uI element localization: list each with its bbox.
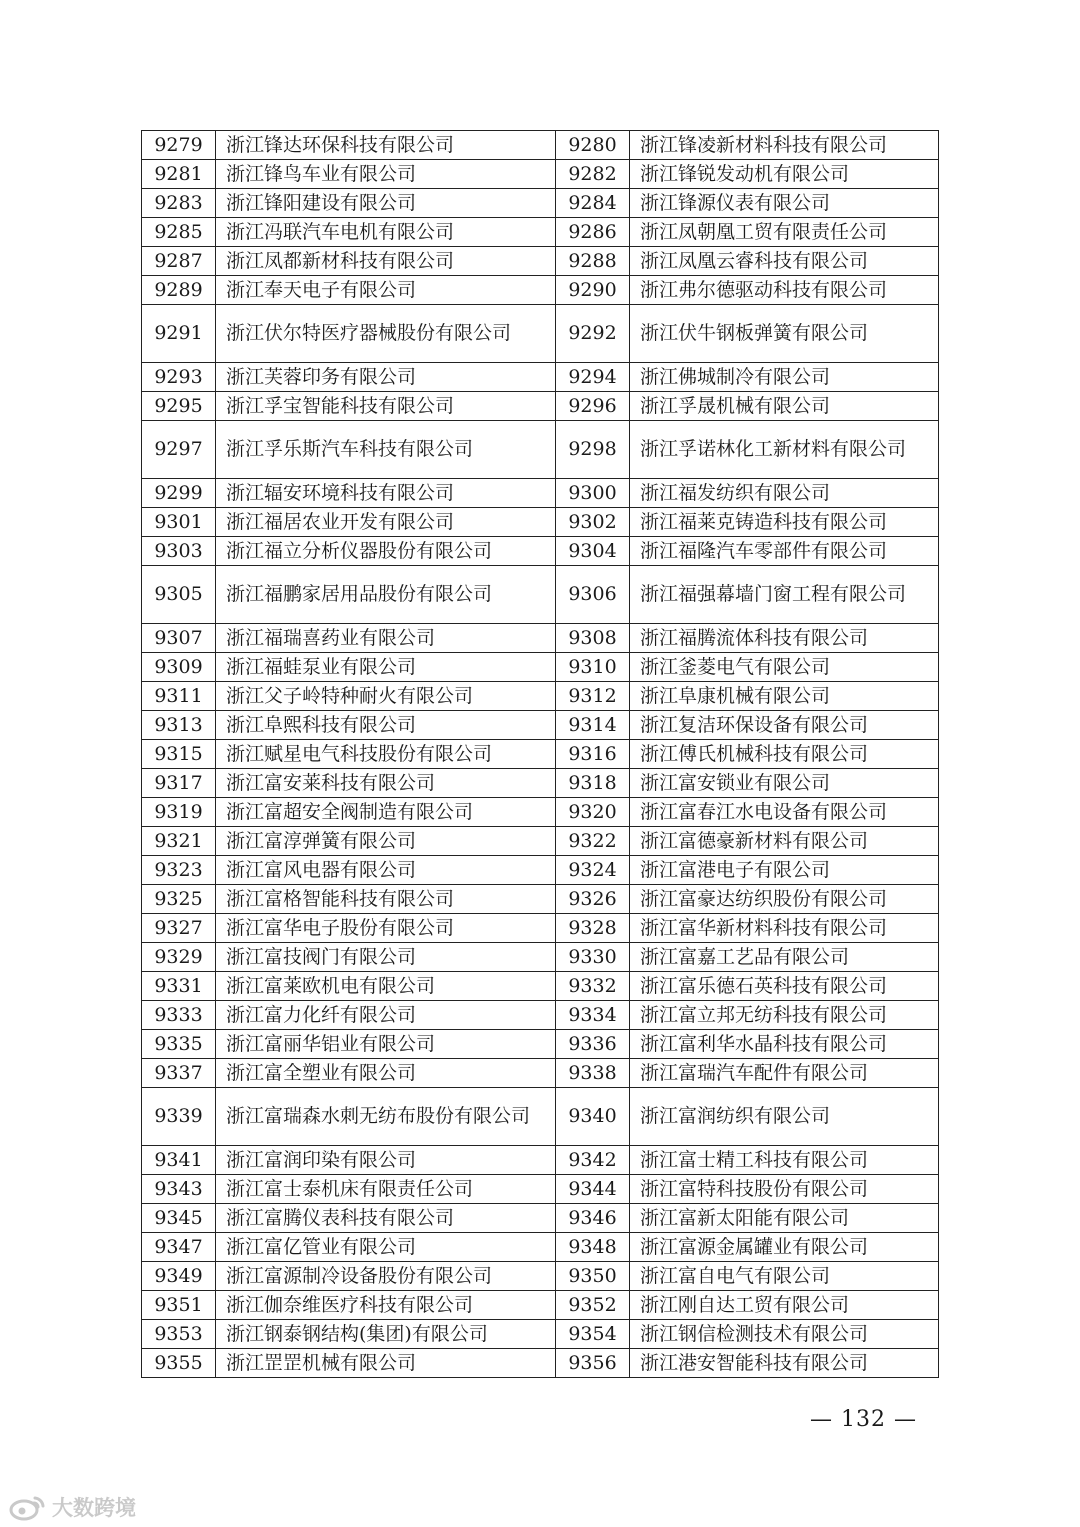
company-name-cell: 浙江富立邦无纺科技有限公司 — [630, 1001, 939, 1030]
row-number-cell: 9287 — [142, 247, 216, 276]
row-number-cell: 9335 — [142, 1030, 216, 1059]
table-row — [142, 1262, 939, 1291]
company-name-cell: 浙江富士精工科技有限公司 — [630, 1146, 939, 1175]
row-number-cell: 9316 — [556, 740, 630, 769]
table-row — [142, 1030, 939, 1059]
table-row — [142, 914, 939, 943]
company-name-cell: 浙江富全塑业有限公司 — [216, 1059, 556, 1088]
row-number-cell: 9336 — [556, 1030, 630, 1059]
company-name-cell: 浙江冯联汽车电机有限公司 — [216, 218, 556, 247]
row-number-cell: 9323 — [142, 856, 216, 885]
company-name-cell: 浙江富腾仪表科技有限公司 — [216, 1204, 556, 1233]
row-number-cell: 9290 — [556, 276, 630, 305]
table-row — [142, 653, 939, 682]
row-number-cell: 9306 — [556, 566, 630, 624]
table-row — [142, 624, 939, 653]
row-number-cell: 9299 — [142, 479, 216, 508]
row-number-cell: 9279 — [142, 131, 216, 160]
company-name-cell: 浙江富丽华铝业有限公司 — [216, 1030, 556, 1059]
company-name-cell: 浙江福莱克铸造科技有限公司 — [630, 508, 939, 537]
company-name-cell: 浙江佛城制冷有限公司 — [630, 363, 939, 392]
company-name-cell: 浙江富特科技股份有限公司 — [630, 1175, 939, 1204]
table-row — [142, 1175, 939, 1204]
company-list-table — [141, 130, 939, 1378]
row-number-cell: 9303 — [142, 537, 216, 566]
company-name-cell: 浙江富莱欧机电有限公司 — [216, 972, 556, 1001]
company-name-cell: 浙江釜菱电气有限公司 — [630, 653, 939, 682]
company-name-cell: 浙江福腾流体科技有限公司 — [630, 624, 939, 653]
company-name-cell: 浙江富格智能科技有限公司 — [216, 885, 556, 914]
row-number-cell: 9328 — [556, 914, 630, 943]
company-name-cell: 浙江富豪达纺织股份有限公司 — [630, 885, 939, 914]
row-number-cell: 9298 — [556, 421, 630, 479]
row-number-cell: 9317 — [142, 769, 216, 798]
company-name-cell: 浙江孚乐斯汽车科技有限公司 — [216, 421, 556, 479]
company-name-cell: 浙江富超安全阀制造有限公司 — [216, 798, 556, 827]
row-number-cell: 9313 — [142, 711, 216, 740]
row-number-cell: 9351 — [142, 1291, 216, 1320]
company-name-cell: 浙江奉天电子有限公司 — [216, 276, 556, 305]
row-number-cell: 9301 — [142, 508, 216, 537]
row-number-cell: 9337 — [142, 1059, 216, 1088]
company-name-cell: 浙江钢信检测技术有限公司 — [630, 1320, 939, 1349]
row-number-cell: 9280 — [556, 131, 630, 160]
company-name-cell: 浙江富德豪新材料有限公司 — [630, 827, 939, 856]
company-name-cell: 浙江父子岭特种耐火有限公司 — [216, 682, 556, 711]
row-number-cell: 9352 — [556, 1291, 630, 1320]
company-name-cell: 浙江锋凌新材料科技有限公司 — [630, 131, 939, 160]
company-name-cell: 浙江富乐德石英科技有限公司 — [630, 972, 939, 1001]
table-row — [142, 682, 939, 711]
company-name-cell: 浙江凤朝凰工贸有限责任公司 — [630, 218, 939, 247]
row-number-cell: 9327 — [142, 914, 216, 943]
table-row — [142, 711, 939, 740]
row-number-cell: 9318 — [556, 769, 630, 798]
company-name-cell: 浙江福立分析仪器股份有限公司 — [216, 537, 556, 566]
table-row — [142, 1233, 939, 1262]
row-number-cell: 9331 — [142, 972, 216, 1001]
company-name-cell: 浙江福瑞喜药业有限公司 — [216, 624, 556, 653]
company-name-cell: 浙江富利华水晶科技有限公司 — [630, 1030, 939, 1059]
table-row — [142, 798, 939, 827]
company-name-cell: 浙江刚自达工贸有限公司 — [630, 1291, 939, 1320]
row-number-cell: 9309 — [142, 653, 216, 682]
row-number-cell: 9319 — [142, 798, 216, 827]
table-row — [142, 276, 939, 305]
row-number-cell: 9332 — [556, 972, 630, 1001]
company-list-body — [142, 131, 939, 1378]
table-row — [142, 131, 939, 160]
table-row — [142, 943, 939, 972]
company-name-cell: 浙江锋鸟车业有限公司 — [216, 160, 556, 189]
company-name-cell: 浙江锋锐发动机有限公司 — [630, 160, 939, 189]
company-name-cell: 浙江港安智能科技有限公司 — [630, 1349, 939, 1378]
company-name-cell: 浙江罡罡机械有限公司 — [216, 1349, 556, 1378]
table-row — [142, 1204, 939, 1233]
watermark — [8, 1492, 136, 1522]
company-name-cell: 浙江富源金属罐业有限公司 — [630, 1233, 939, 1262]
company-name-cell: 浙江福居农业开发有限公司 — [216, 508, 556, 537]
company-name-cell: 浙江凤都新材科技有限公司 — [216, 247, 556, 276]
row-number-cell: 9334 — [556, 1001, 630, 1030]
row-number-cell: 9333 — [142, 1001, 216, 1030]
company-name-cell: 浙江钢泰钢结构(集团)有限公司 — [216, 1320, 556, 1349]
row-number-cell: 9350 — [556, 1262, 630, 1291]
row-number-cell: 9283 — [142, 189, 216, 218]
row-number-cell: 9310 — [556, 653, 630, 682]
row-number-cell: 9286 — [556, 218, 630, 247]
table-row — [142, 508, 939, 537]
row-number-cell: 9354 — [556, 1320, 630, 1349]
row-number-cell: 9324 — [556, 856, 630, 885]
row-number-cell: 9356 — [556, 1349, 630, 1378]
row-number-cell: 9308 — [556, 624, 630, 653]
row-number-cell: 9315 — [142, 740, 216, 769]
company-name-cell: 浙江富安莱科技有限公司 — [216, 769, 556, 798]
company-name-cell: 浙江富瑞森水刺无纺布股份有限公司 — [216, 1088, 556, 1146]
row-number-cell: 9291 — [142, 305, 216, 363]
row-number-cell: 9347 — [142, 1233, 216, 1262]
row-number-cell: 9312 — [556, 682, 630, 711]
table-row — [142, 1146, 939, 1175]
company-name-cell: 浙江富润纺织有限公司 — [630, 1088, 939, 1146]
company-name-cell: 浙江赋星电气科技股份有限公司 — [216, 740, 556, 769]
company-name-cell: 浙江富力化纤有限公司 — [216, 1001, 556, 1030]
table-row — [142, 392, 939, 421]
table-row — [142, 218, 939, 247]
table-row — [142, 1001, 939, 1030]
row-number-cell: 9348 — [556, 1233, 630, 1262]
company-name-cell: 浙江锋达环保科技有限公司 — [216, 131, 556, 160]
row-number-cell: 9320 — [556, 798, 630, 827]
table-row — [142, 247, 939, 276]
company-name-cell: 浙江富瑞汽车配件有限公司 — [630, 1059, 939, 1088]
company-name-cell: 浙江富华新材料科技有限公司 — [630, 914, 939, 943]
company-name-cell: 浙江伏牛钢板弹簧有限公司 — [630, 305, 939, 363]
company-name-cell: 浙江阜熙科技有限公司 — [216, 711, 556, 740]
row-number-cell: 9338 — [556, 1059, 630, 1088]
row-number-cell: 9329 — [142, 943, 216, 972]
company-name-cell: 浙江富自电气有限公司 — [630, 1262, 939, 1291]
company-name-cell: 浙江复洁环保设备有限公司 — [630, 711, 939, 740]
company-name-cell: 浙江富淳弹簧有限公司 — [216, 827, 556, 856]
company-name-cell: 浙江富嘉工艺品有限公司 — [630, 943, 939, 972]
company-name-cell: 浙江锋源仪表有限公司 — [630, 189, 939, 218]
row-number-cell: 9342 — [556, 1146, 630, 1175]
row-number-cell: 9355 — [142, 1349, 216, 1378]
page-number: — 132 — — [810, 1407, 917, 1432]
row-number-cell: 9340 — [556, 1088, 630, 1146]
table-row — [142, 305, 939, 363]
table-row — [142, 421, 939, 479]
company-name-cell: 浙江孚诺林化工新材料有限公司 — [630, 421, 939, 479]
row-number-cell: 9292 — [556, 305, 630, 363]
company-name-cell: 浙江富润印染有限公司 — [216, 1146, 556, 1175]
company-name-cell: 浙江富风电器有限公司 — [216, 856, 556, 885]
row-number-cell: 9297 — [142, 421, 216, 479]
row-number-cell: 9349 — [142, 1262, 216, 1291]
table-row — [142, 827, 939, 856]
table-row — [142, 189, 939, 218]
table-row — [142, 1088, 939, 1146]
table-row — [142, 740, 939, 769]
company-name-cell: 浙江孚晟机械有限公司 — [630, 392, 939, 421]
company-name-cell: 浙江辐安环境科技有限公司 — [216, 479, 556, 508]
row-number-cell: 9282 — [556, 160, 630, 189]
company-name-cell: 浙江富技阀门有限公司 — [216, 943, 556, 972]
company-name-cell: 浙江福鹏家居用品股份有限公司 — [216, 566, 556, 624]
row-number-cell: 9339 — [142, 1088, 216, 1146]
company-name-cell: 浙江富港电子有限公司 — [630, 856, 939, 885]
table-row — [142, 972, 939, 1001]
row-number-cell: 9344 — [556, 1175, 630, 1204]
table-row — [142, 769, 939, 798]
row-number-cell: 9284 — [556, 189, 630, 218]
row-number-cell: 9302 — [556, 508, 630, 537]
table-row — [142, 566, 939, 624]
row-number-cell: 9285 — [142, 218, 216, 247]
weibo-logo-icon — [8, 1493, 48, 1521]
table-row — [142, 1349, 939, 1378]
company-name-cell: 浙江富士泰机床有限责任公司 — [216, 1175, 556, 1204]
company-name-cell: 浙江凤凰云睿科技有限公司 — [630, 247, 939, 276]
table-row — [142, 479, 939, 508]
row-number-cell: 9346 — [556, 1204, 630, 1233]
row-number-cell: 9307 — [142, 624, 216, 653]
row-number-cell: 9343 — [142, 1175, 216, 1204]
row-number-cell: 9305 — [142, 566, 216, 624]
row-number-cell: 9304 — [556, 537, 630, 566]
table-row — [142, 1291, 939, 1320]
table-row — [142, 363, 939, 392]
company-name-cell: 浙江富亿管业有限公司 — [216, 1233, 556, 1262]
row-number-cell: 9295 — [142, 392, 216, 421]
row-number-cell: 9288 — [556, 247, 630, 276]
company-name-cell: 浙江芙蓉印务有限公司 — [216, 363, 556, 392]
company-name-cell: 浙江富春江水电设备有限公司 — [630, 798, 939, 827]
table-row — [142, 537, 939, 566]
row-number-cell: 9294 — [556, 363, 630, 392]
row-number-cell: 9281 — [142, 160, 216, 189]
company-name-cell: 浙江阜康机械有限公司 — [630, 682, 939, 711]
row-number-cell: 9322 — [556, 827, 630, 856]
company-name-cell: 浙江伏尔特医疗器械股份有限公司 — [216, 305, 556, 363]
row-number-cell: 9345 — [142, 1204, 216, 1233]
watermark-text: 大数跨境 — [52, 1496, 136, 1520]
company-name-cell: 浙江锋阳建设有限公司 — [216, 189, 556, 218]
company-name-cell: 浙江傅氏机械科技有限公司 — [630, 740, 939, 769]
company-name-cell: 浙江孚宝智能科技有限公司 — [216, 392, 556, 421]
company-name-cell: 浙江富安锁业有限公司 — [630, 769, 939, 798]
row-number-cell: 9314 — [556, 711, 630, 740]
row-number-cell: 9353 — [142, 1320, 216, 1349]
table-row — [142, 856, 939, 885]
company-name-cell: 浙江富华电子股份有限公司 — [216, 914, 556, 943]
table-row — [142, 160, 939, 189]
company-name-cell: 浙江富源制冷设备股份有限公司 — [216, 1262, 556, 1291]
company-name-cell: 浙江福强幕墙门窗工程有限公司 — [630, 566, 939, 624]
table-row — [142, 885, 939, 914]
company-name-cell: 浙江富新太阳能有限公司 — [630, 1204, 939, 1233]
row-number-cell: 9289 — [142, 276, 216, 305]
company-name-cell: 浙江福隆汽车零部件有限公司 — [630, 537, 939, 566]
table-row — [142, 1320, 939, 1349]
row-number-cell: 9326 — [556, 885, 630, 914]
row-number-cell: 9321 — [142, 827, 216, 856]
row-number-cell: 9300 — [556, 479, 630, 508]
company-name-cell: 浙江伽奈维医疗科技有限公司 — [216, 1291, 556, 1320]
company-name-cell: 浙江福蛙泵业有限公司 — [216, 653, 556, 682]
row-number-cell: 9325 — [142, 885, 216, 914]
row-number-cell: 9296 — [556, 392, 630, 421]
row-number-cell: 9311 — [142, 682, 216, 711]
row-number-cell: 9330 — [556, 943, 630, 972]
row-number-cell: 9341 — [142, 1146, 216, 1175]
company-name-cell: 浙江弗尔德驱动科技有限公司 — [630, 276, 939, 305]
row-number-cell: 9293 — [142, 363, 216, 392]
table-row — [142, 1059, 939, 1088]
company-name-cell: 浙江福发纺织有限公司 — [630, 479, 939, 508]
